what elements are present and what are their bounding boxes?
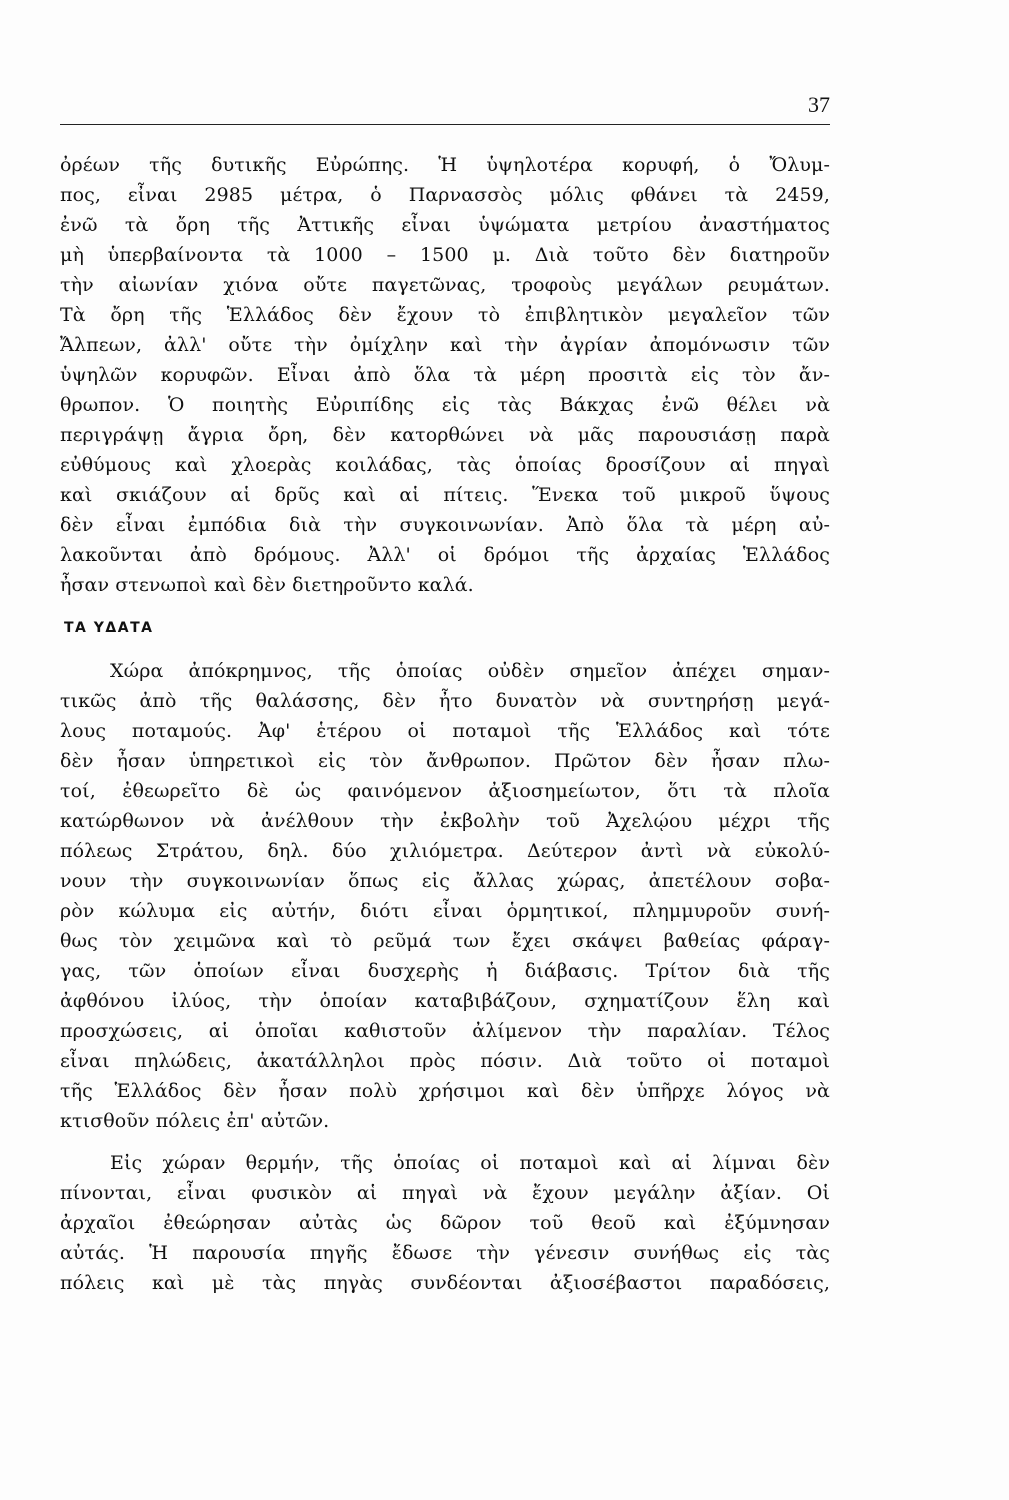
page-number: 37 bbox=[808, 92, 830, 117]
text-line: θρωπον. Ὁ ποιητὴς Εὐριπίδης εἰς τὰς Βάκχας ἐνῶ θέλει νὰ bbox=[60, 394, 830, 416]
section-heading: ΤΑ ΥΔΑΤΑ bbox=[64, 620, 154, 636]
text-line: Εἰς χώραν θερμήν, τῆς ὁποίας οἱ ποταμοὶ καὶ αἱ λίμναι δὲν bbox=[110, 1152, 830, 1174]
text-line: λους ποταμούς. Ἀφ' ἑτέρου οἱ ποταμοὶ τῆς Ἑλλάδος καὶ τότε bbox=[60, 720, 830, 742]
text-line: ἐνῶ τὰ ὄρη τῆς Ἀττικῆς εἶναι ὑψώματα μετρίου ἀναστήματος bbox=[60, 214, 830, 236]
body-text bbox=[60, 150, 830, 1298]
paragraph-mountains bbox=[60, 150, 830, 600]
text-line: κτισθοῦν πόλεις ἐπ' αὐτῶν. bbox=[60, 1110, 330, 1132]
text-line: πίνονται, εἶναι φυσικὸν αἱ πηγαὶ νὰ ἔχουν μεγάλην ἀξίαν. Οἱ bbox=[60, 1182, 830, 1204]
text-line: ἀρχαῖοι ἐθεώρησαν αὐτὰς ὡς δῶρον τοῦ θεοῦ καὶ ἐξύμνησαν bbox=[60, 1212, 830, 1234]
text-line: ὑψηλῶν κορυφῶν. Εἶναι ἀπὸ ὅλα τὰ μέρη προσιτὰ εἰς τὸν ἄν- bbox=[60, 364, 830, 386]
text-line: καὶ σκιάζουν αἱ δρῦς καὶ αἱ πίτεις. Ἕνεκα τοῦ μικροῦ ὕψους bbox=[60, 484, 830, 506]
text-line: πόλεις καὶ μὲ τὰς πηγὰς συνδέονται ἀξιοσέβαστοι παραδόσεις, bbox=[60, 1272, 830, 1294]
paragraph-gap bbox=[60, 1136, 830, 1148]
text-line: Χώρα ἀπόκρημνος, τῆς ὁποίας οὐδὲν σημεῖον ἀπέχει σημαν- bbox=[110, 660, 830, 682]
page-header bbox=[60, 92, 830, 128]
text-line: ρὸν κώλυμα εἰς αὐτήν, διότι εἶναι ὁρμητικοί, πλημμυροῦν συνή- bbox=[60, 900, 830, 922]
text-line: ἀφθόνου ἰλύος, τὴν ὁποίαν καταβιβάζουν, σχηματίζουν ἕλη καὶ bbox=[60, 990, 830, 1012]
text-line: αὐτάς. Ἡ παρουσία πηγῆς ἔδωσε τὴν γένεσιν συνήθως εἰς τὰς bbox=[60, 1242, 830, 1264]
text-line: ἦσαν στενωποὶ καὶ δὲν διετηροῦντο καλά. bbox=[60, 574, 474, 596]
text-line: εἶναι πηλώδεις, ἀκατάλληλοι πρὸς πόσιν. Διὰ τοῦτο οἱ ποταμοὶ bbox=[60, 1050, 830, 1072]
text-line: εὐθύμους καὶ χλοερὰς κοιλάδας, τὰς ὁποίας δροσίζουν αἱ πηγαὶ bbox=[60, 454, 830, 476]
text-line: δὲν ἦσαν ὑπηρετικοὶ εἰς τὸν ἄνθρωπον. Πρῶτον δὲν ἦσαν πλω- bbox=[60, 750, 830, 772]
text-line: περιγράψῃ ἄγρια ὄρη, δὲν κατορθώνει νὰ μᾶς παρουσιάσῃ παρὰ bbox=[60, 424, 830, 446]
header-rule bbox=[60, 124, 830, 125]
text-line: νουν τὴν συγκοινωνίαν ὅπως εἰς ἄλλας χώρας, ἀπετέλουν σοβα- bbox=[60, 870, 830, 892]
text-line: προσχώσεις, αἱ ὁποῖαι καθιστοῦν ἀλίμενον τὴν παραλίαν. Τέλος bbox=[60, 1020, 830, 1042]
paragraph-springs bbox=[60, 1148, 830, 1298]
text-line: δὲν εἶναι ἐμπόδια διὰ τὴν συγκοινωνίαν. Ἀπὸ ὅλα τὰ μέρη αὐ- bbox=[60, 514, 830, 536]
text-line: γας, τῶν ὁποίων εἶναι δυσχερὴς ἡ διάβασις. Τρίτον διὰ τῆς bbox=[60, 960, 830, 982]
text-line: τικῶς ἀπὸ τῆς θαλάσσης, δὲν ἦτο δυνατὸν νὰ συντηρήσῃ μεγά- bbox=[60, 690, 830, 712]
text-line: λακοῦνται ἀπὸ δρόμους. Ἀλλ' οἱ δρόμοι τῆς ἀρχαίας Ἑλλάδος bbox=[60, 544, 830, 566]
paragraph-rivers bbox=[60, 656, 830, 1136]
text-line: τὴν αἰωνίαν χιόνα οὔτε παγετῶνας, τροφοὺς μεγάλων ρευμάτων. bbox=[60, 274, 830, 296]
text-line: τῆς Ἑλλάδος δὲν ἦσαν πολὺ χρήσιμοι καὶ δὲν ὑπῆρχε λόγος νὰ bbox=[60, 1080, 830, 1102]
text-line: πόλεως Στράτου, δηλ. δύο χιλιόμετρα. Δεύτερον ἀντὶ νὰ εὐκολύ- bbox=[60, 840, 830, 862]
text-line: ὀρέων τῆς δυτικῆς Εὐρώπης. Ἡ ὑψηλοτέρα κορυφή, ὁ Ὄλυμ- bbox=[60, 154, 830, 176]
text-line: Ἄλπεων, ἀλλ' οὔτε τὴν ὀμίχλην καὶ τὴν ἀγρίαν ἀπομόνωσιν τῶν bbox=[60, 334, 830, 356]
text-line: Τὰ ὄρη τῆς Ἑλλάδος δὲν ἔχουν τὸ ἐπιβλητικὸν μεγαλεῖον τῶν bbox=[60, 304, 830, 326]
text-line: κατώρθωνον νὰ ἀνέλθουν τὴν ἐκβολὴν τοῦ Ἀχελῴου μέχρι τῆς bbox=[60, 810, 830, 832]
text-line: τοί, ἐθεωρεῖτο δὲ ὡς φαινόμενον ἀξιοσημείωτον, ὅτι τὰ πλοῖα bbox=[60, 780, 830, 802]
text-line: μὴ ὑπερβαίνοντα τὰ 1000 – 1500 μ. Διὰ τοῦτο δὲν διατηροῦν bbox=[60, 244, 830, 266]
text-line: πος, εἶναι 2985 μέτρα, ὁ Παρνασσὸς μόλις φθάνει τὰ 2459, bbox=[60, 184, 830, 206]
text-line: θως τὸν χειμῶνα καὶ τὸ ρεῦμά των ἔχει σκάψει βαθείας φάραγ- bbox=[60, 930, 830, 952]
